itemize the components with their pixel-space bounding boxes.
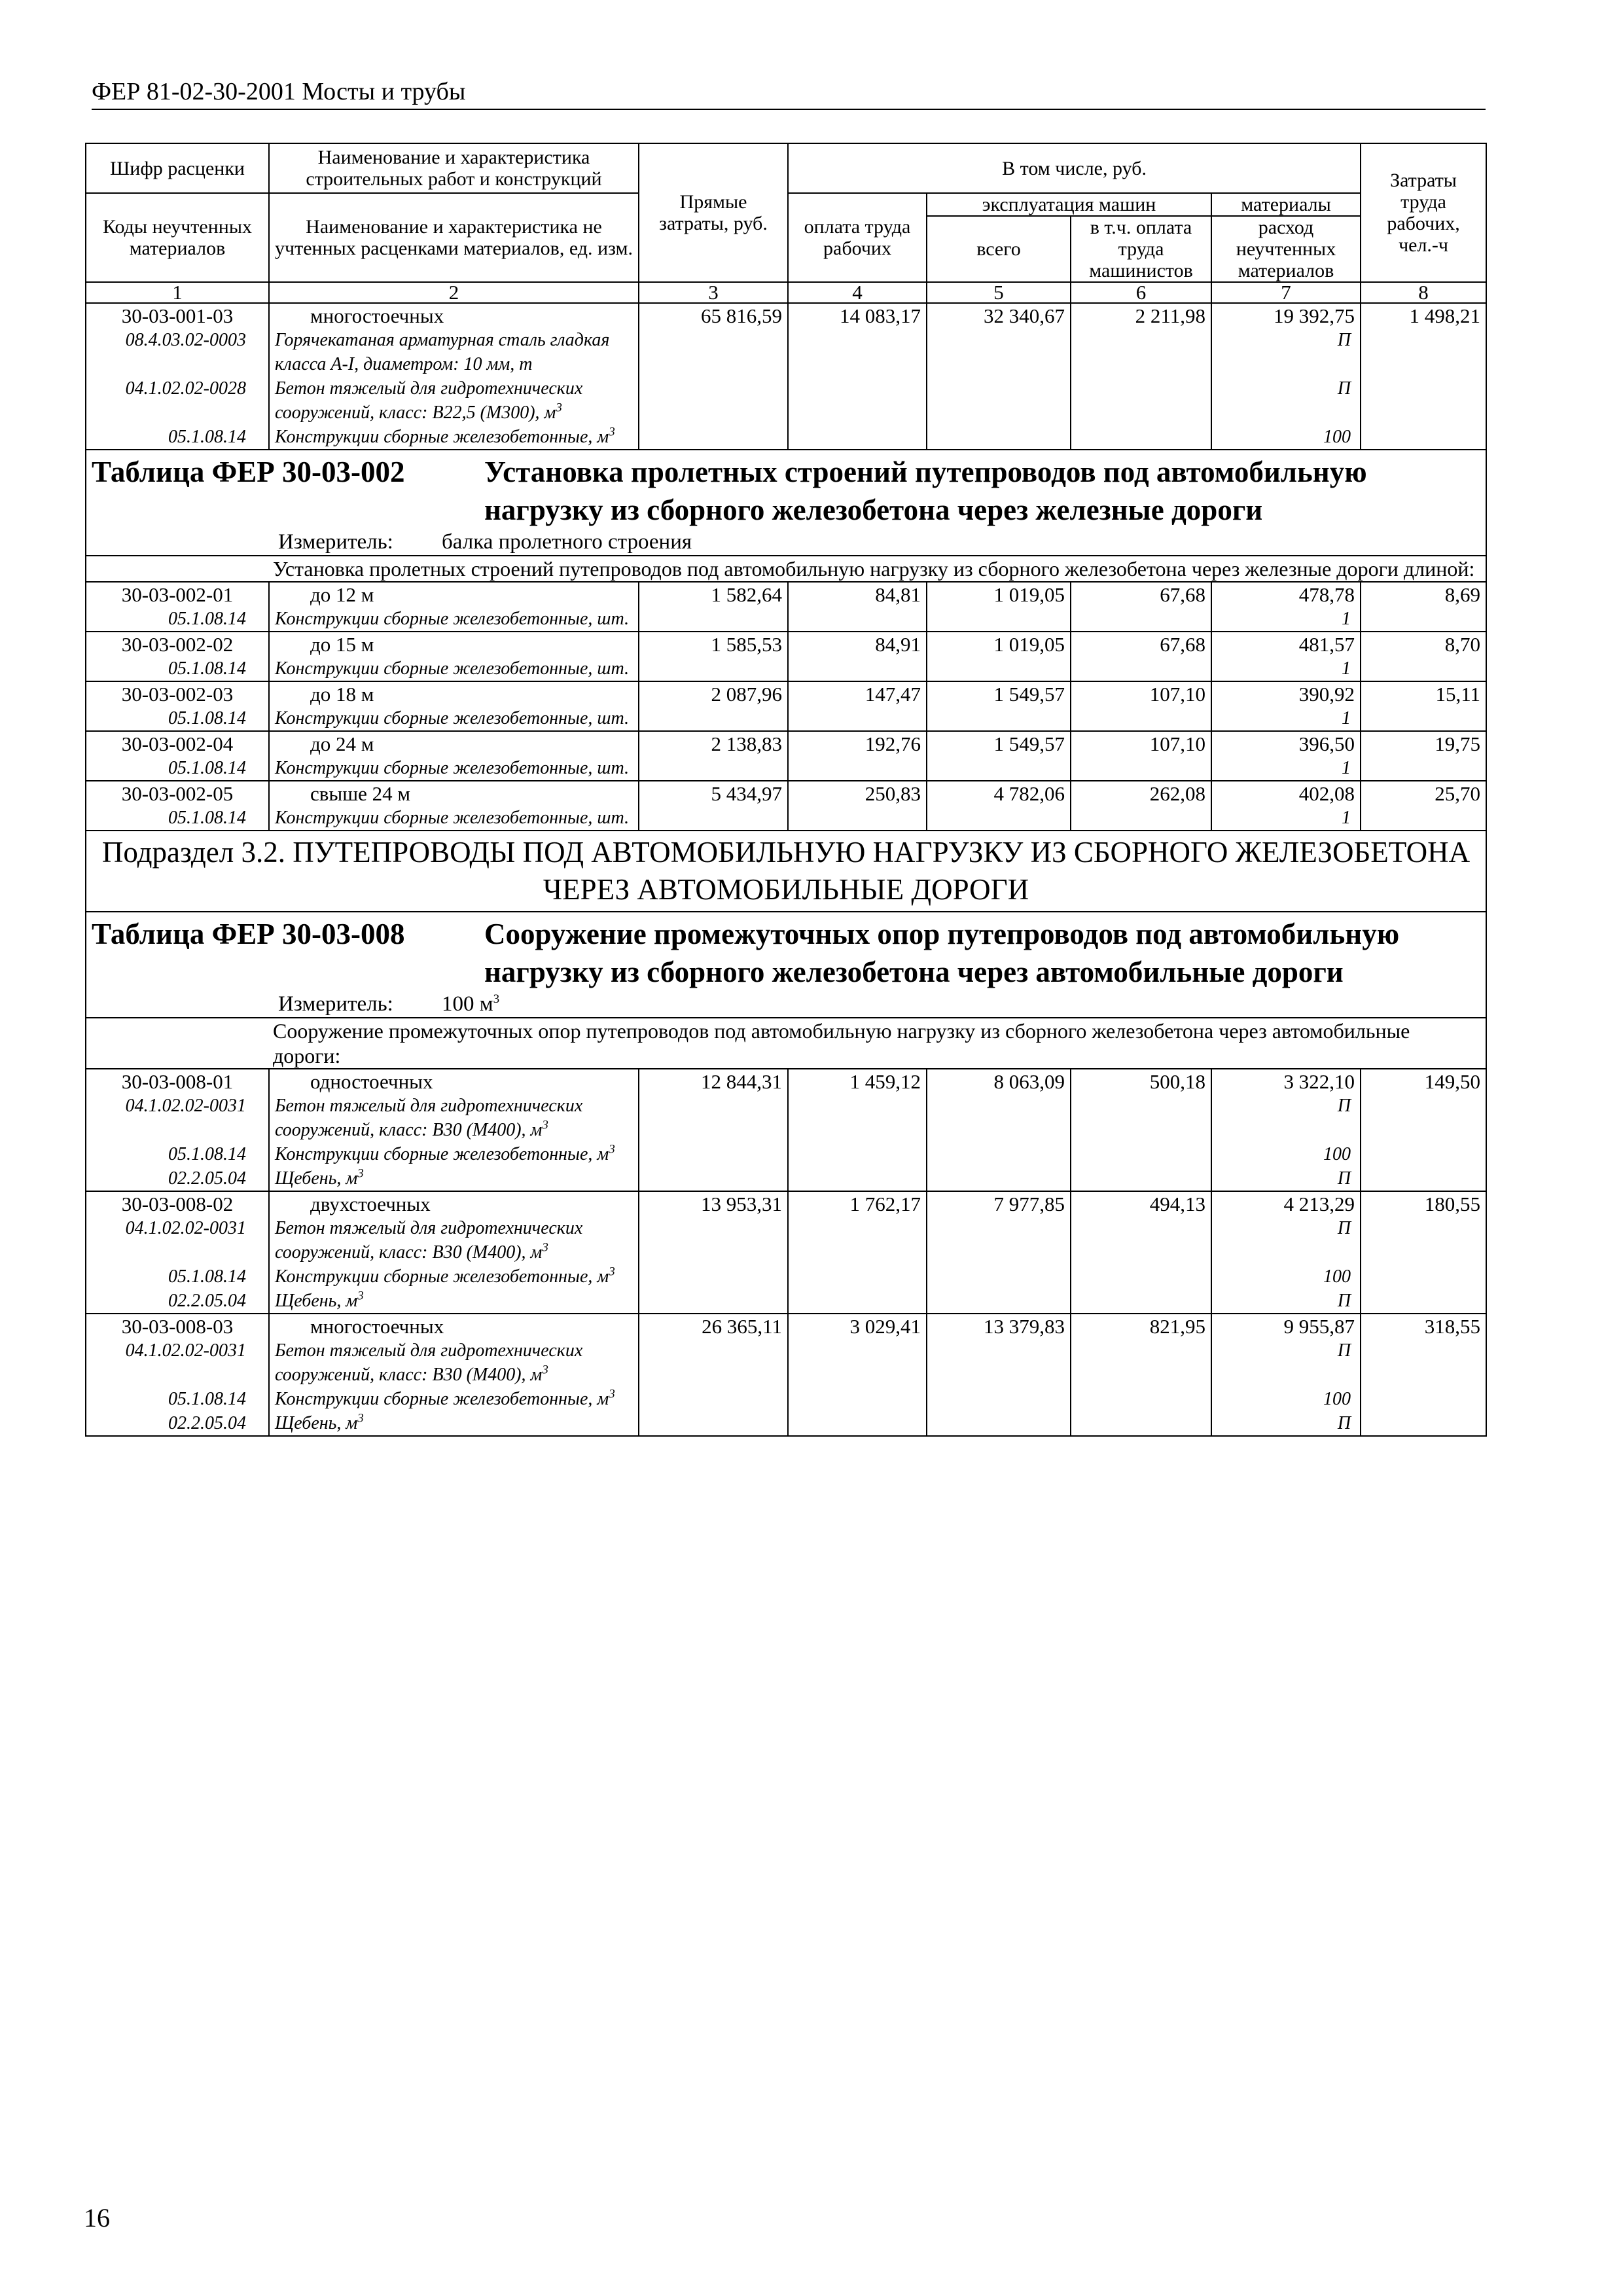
- rate-name: до 24 м: [310, 732, 374, 755]
- header-materials-sub: расход неучтенных материалов: [1211, 216, 1361, 282]
- rate-code: 30-03-002-05: [121, 782, 234, 805]
- material-name: [275, 376, 633, 425]
- table-row: [86, 303, 1486, 450]
- rate-code-cell: [86, 632, 269, 681]
- value-labor: 318,55: [1361, 1314, 1486, 1436]
- value-machines: 32 340,67: [927, 303, 1071, 450]
- col-number: 8: [1361, 282, 1486, 303]
- rate-code: 30-03-008-02: [121, 1193, 234, 1215]
- rate-name: многостоечных: [310, 1315, 444, 1338]
- value-machines: 1 019,05: [927, 632, 1071, 681]
- rate-name-cell: [269, 582, 639, 632]
- material-qty: 100: [1323, 1389, 1351, 1409]
- table-row: [86, 1191, 1486, 1314]
- header-machinists-wages: в т.ч. оплата труда машинистов: [1071, 216, 1211, 282]
- rate-code: 30-03-002-01: [121, 583, 234, 606]
- value-machinists: 494,13: [1071, 1191, 1211, 1314]
- value-machinists: 2 211,98: [1071, 303, 1211, 450]
- material-qty: 100: [1323, 1266, 1351, 1287]
- table-label: Таблица ФЕР 30-03-002: [92, 456, 405, 488]
- rate-name: до 12 м: [310, 583, 374, 606]
- table-title: Сооружение промежуточных опор путепроводов под автомобильную нагрузку из сборного железобетона через автомобильные дороги: [484, 918, 1400, 988]
- col-number: 6: [1071, 282, 1211, 303]
- materials-value: 390,92: [1298, 683, 1355, 706]
- table-row: [86, 681, 1486, 731]
- materials-cell: [1211, 582, 1361, 632]
- rate-code-cell: [86, 582, 269, 632]
- material-code: 05.1.08.14: [168, 427, 246, 447]
- value-machinists: 107,10: [1071, 731, 1211, 781]
- material-name: [275, 806, 633, 830]
- materials-cell: [1211, 731, 1361, 781]
- material-name-text: Конструкции сборные железобетонные, шт.: [275, 808, 630, 828]
- col-number: 4: [788, 282, 927, 303]
- materials-cell: [1211, 781, 1361, 831]
- material-code: 05.1.08.14: [168, 758, 246, 778]
- header-mat-names: Наименование и характеристика не учтенных расценками материалов, ед. изм.: [269, 193, 639, 282]
- superscript: 3: [542, 1363, 548, 1377]
- rate-code: 30-03-001-03: [121, 304, 234, 327]
- material-code: 05.1.08.14: [168, 808, 246, 828]
- material-qty: П: [1337, 378, 1351, 399]
- col-number: 2: [269, 282, 639, 303]
- superscript: 3: [357, 1166, 364, 1181]
- value-wages: 14 083,17: [788, 303, 927, 450]
- material-name-text: Горячекатаная арматурная сталь гладкая класса А-I, диаметром: 10 мм, т: [275, 330, 610, 374]
- value-labor: 149,50: [1361, 1069, 1486, 1191]
- rate-code: 30-03-008-03: [121, 1315, 234, 1338]
- rate-name-cell: [269, 781, 639, 831]
- value-machinists: 67,68: [1071, 582, 1211, 632]
- material-name: [275, 1094, 633, 1142]
- material-qty: П: [1337, 330, 1351, 350]
- material-code: 05.1.08.14: [168, 708, 246, 728]
- material-qty: П: [1337, 1291, 1351, 1311]
- materials-cell: [1211, 303, 1361, 450]
- material-qty: 100: [1323, 427, 1351, 447]
- header-including: В том числе, руб.: [788, 143, 1361, 193]
- materials-value: 402,08: [1298, 782, 1355, 805]
- value-direct: 13 953,31: [639, 1191, 788, 1314]
- header-labor: Затраты труда рабочих, чел.-ч: [1361, 143, 1486, 282]
- rate-name: двухстоечных: [310, 1193, 431, 1215]
- header-code: Шифр расценки: [86, 143, 269, 193]
- value-direct: 1 582,64: [639, 582, 788, 632]
- material-code: 05.1.08.14: [168, 1266, 246, 1287]
- header-machines: эксплуатация машин: [927, 193, 1211, 216]
- table-row: [86, 632, 1486, 681]
- material-code: 04.1.02.02-0031: [125, 1340, 246, 1361]
- running-header: ФЕР 81-02-30-2001 Мосты и трубы: [92, 78, 466, 105]
- value-labor: 15,11: [1361, 681, 1486, 731]
- table-heading: [86, 912, 1486, 1018]
- material-name: [275, 756, 633, 780]
- value-labor: 25,70: [1361, 781, 1486, 831]
- value-wages: 250,83: [788, 781, 927, 831]
- col-number: 7: [1211, 282, 1361, 303]
- table-row: [86, 582, 1486, 632]
- material-code: 08.4.03.02-0003: [125, 330, 246, 350]
- page-number: 16: [84, 2203, 110, 2233]
- value-wages: 1 762,17: [788, 1191, 927, 1314]
- material-code: 05.1.08.14: [168, 658, 246, 679]
- rate-name-cell: [269, 1314, 639, 1436]
- superscript: 3: [357, 1289, 364, 1303]
- material-code: 05.1.08.14: [168, 1144, 246, 1164]
- superscript: 3: [609, 1387, 615, 1401]
- table-description: Сооружение промежуточных опор путепроводов под автомобильную нагрузку из сборного железобетона через автомобильные дороги:: [86, 1018, 1486, 1069]
- header-mat-codes: Коды неучтенных материалов: [86, 193, 269, 282]
- measure-value: 100 м: [442, 992, 493, 1016]
- rate-code-cell: [86, 1069, 269, 1191]
- rate-code: 30-03-002-03: [121, 683, 234, 706]
- header-wages: оплата труда рабочих: [788, 193, 927, 282]
- material-name-text: Конструкции сборные железобетонные, шт.: [275, 758, 630, 778]
- materials-value: 478,78: [1298, 583, 1355, 606]
- value-direct: 26 365,11: [639, 1314, 788, 1436]
- material-qty: П: [1337, 1413, 1351, 1433]
- value-machines: 8 063,09: [927, 1069, 1071, 1191]
- rate-name: многостоечных: [310, 304, 444, 327]
- material-name: [275, 1265, 633, 1289]
- value-labor: 8,70: [1361, 632, 1486, 681]
- material-name-text: Бетон тяжелый для гидротехнических сооружений, класс: В30 (М400), м: [275, 1218, 583, 1263]
- material-qty: П: [1337, 1096, 1351, 1116]
- table-label: Таблица ФЕР 30-03-008: [92, 918, 405, 950]
- value-labor: 19,75: [1361, 731, 1486, 781]
- rate-name-cell: [269, 731, 639, 781]
- value-machines: 1 549,57: [927, 731, 1071, 781]
- value-direct: 2 087,96: [639, 681, 788, 731]
- material-qty: П: [1337, 1340, 1351, 1361]
- material-name-text: Конструкции сборные железобетонные, шт.: [275, 708, 630, 728]
- rate-name: свыше 24 м: [310, 782, 410, 805]
- header-materials: материалы: [1211, 193, 1361, 216]
- rate-code: 30-03-002-04: [121, 732, 234, 755]
- value-machines: 7 977,85: [927, 1191, 1071, 1314]
- materials-cell: [1211, 1069, 1361, 1191]
- materials-value: 396,50: [1298, 732, 1355, 755]
- value-wages: 192,76: [788, 731, 927, 781]
- material-name-text: Конструкции сборные железобетонные, шт.: [275, 658, 630, 679]
- materials-value: 481,57: [1298, 633, 1355, 656]
- material-name: [275, 1387, 633, 1411]
- superscript: 3: [493, 992, 500, 1006]
- measure-label: Измеритель:: [278, 530, 393, 554]
- material-qty: 1: [1342, 609, 1351, 629]
- value-machinists: 262,08: [1071, 781, 1211, 831]
- materials-cell: [1211, 1314, 1361, 1436]
- material-name-text: Щебень, м: [275, 1413, 358, 1433]
- value-wages: 3 029,41: [788, 1314, 927, 1436]
- rates-table: [85, 143, 1487, 1437]
- material-qty: 100: [1323, 1144, 1351, 1164]
- value-labor: 180,55: [1361, 1191, 1486, 1314]
- value-machinists: 67,68: [1071, 632, 1211, 681]
- col-number: 1: [86, 282, 269, 303]
- superscript: 3: [609, 1265, 615, 1279]
- table-row: [86, 1069, 1486, 1191]
- table-heading-row: [92, 915, 1480, 991]
- material-name-text: Конструкции сборные железобетонные, м: [275, 427, 609, 447]
- value-wages: 84,81: [788, 582, 927, 632]
- material-qty: 1: [1342, 758, 1351, 778]
- material-qty: П: [1337, 1168, 1351, 1189]
- superscript: 3: [609, 1142, 615, 1157]
- superscript: 3: [542, 1118, 548, 1132]
- rate-name: до 15 м: [310, 633, 374, 656]
- value-machinists: 821,95: [1071, 1314, 1211, 1436]
- material-name-text: Конструкции сборные железобетонные, м: [275, 1389, 609, 1409]
- value-direct: 2 138,83: [639, 731, 788, 781]
- value-labor: 8,69: [1361, 582, 1486, 632]
- table-description: Установка пролетных строений путепроводов под автомобильную нагрузку из сборного железобетона через железные дороги длиной:: [86, 556, 1486, 582]
- table-body: [86, 303, 1486, 1436]
- material-name: [275, 1338, 633, 1387]
- header-machines-total: всего: [927, 216, 1071, 282]
- material-name-text: Конструкции сборные железобетонные, м: [275, 1144, 609, 1164]
- table-heading: [86, 450, 1486, 556]
- material-qty: 1: [1342, 808, 1351, 828]
- material-qty: 1: [1342, 658, 1351, 679]
- value-labor: 1 498,21: [1361, 303, 1486, 450]
- rate-code-cell: [86, 781, 269, 831]
- value-machines: 4 782,06: [927, 781, 1071, 831]
- superscript: 3: [556, 401, 562, 415]
- table-row: [86, 1314, 1486, 1436]
- rate-code: 30-03-008-01: [121, 1070, 234, 1093]
- value-machines: 1 019,05: [927, 582, 1071, 632]
- superscript: 3: [542, 1240, 548, 1255]
- col-number: 3: [639, 282, 788, 303]
- value-machinists: 500,18: [1071, 1069, 1211, 1191]
- rate-code-cell: [86, 1314, 269, 1436]
- rate-name: одностоечных: [310, 1070, 433, 1093]
- value-wages: 147,47: [788, 681, 927, 731]
- measure-line: [92, 991, 1480, 1017]
- rate-code-cell: [86, 1191, 269, 1314]
- material-name-text: Бетон тяжелый для гидротехнических сооружений, класс: В30 (М400), м: [275, 1340, 583, 1385]
- value-direct: 5 434,97: [639, 781, 788, 831]
- material-name-text: Щебень, м: [275, 1291, 358, 1311]
- material-code: 04.1.02.02-0031: [125, 1218, 246, 1238]
- superscript: 3: [609, 425, 615, 439]
- material-name-text: Щебень, м: [275, 1168, 358, 1189]
- rate-code-cell: [86, 681, 269, 731]
- measure-line: [92, 529, 1480, 555]
- material-name-text: Бетон тяжелый для гидротехнических сооружений, класс: В22,5 (М300), м: [275, 378, 583, 423]
- value-direct: 1 585,53: [639, 632, 788, 681]
- material-code: 05.1.08.14: [168, 1389, 246, 1409]
- material-code: 02.2.05.04: [168, 1168, 246, 1189]
- material-code: 02.2.05.04: [168, 1413, 246, 1433]
- material-name: [275, 1216, 633, 1265]
- rate-code-cell: [86, 303, 269, 450]
- rate-code-cell: [86, 731, 269, 781]
- material-name: [275, 706, 633, 730]
- value-machinists: 107,10: [1071, 681, 1211, 731]
- materials-cell: [1211, 681, 1361, 731]
- materials-value: 9 955,87: [1283, 1315, 1355, 1338]
- material-name-text: Конструкции сборные железобетонные, шт.: [275, 609, 630, 629]
- table-heading-row: [92, 453, 1480, 529]
- value-direct: 12 844,31: [639, 1069, 788, 1191]
- material-code: 02.2.05.04: [168, 1291, 246, 1311]
- header-rule: [92, 109, 1486, 110]
- material-name: [275, 1411, 633, 1435]
- rate-code: 30-03-002-02: [121, 633, 234, 656]
- materials-value: 4 213,29: [1283, 1193, 1355, 1215]
- table-row: [86, 781, 1486, 831]
- rate-name-cell: [269, 681, 639, 731]
- value-direct: 65 816,59: [639, 303, 788, 450]
- rate-name-cell: [269, 1191, 639, 1314]
- material-name: [275, 1166, 633, 1191]
- materials-cell: [1211, 632, 1361, 681]
- table-title: Установка пролетных строений путепроводов под автомобильную нагрузку из сборного железобетона через железные дороги: [484, 456, 1367, 526]
- superscript: 3: [357, 1411, 364, 1426]
- table-row: [86, 731, 1486, 781]
- col-number: 5: [927, 282, 1071, 303]
- rate-name-cell: [269, 1069, 639, 1191]
- material-name: [275, 607, 633, 631]
- material-qty: 1: [1342, 708, 1351, 728]
- material-code: 05.1.08.14: [168, 609, 246, 629]
- value-machines: 1 549,57: [927, 681, 1071, 731]
- material-qty: П: [1337, 1218, 1351, 1238]
- rate-name: до 18 м: [310, 683, 374, 706]
- materials-value: 3 322,10: [1283, 1070, 1355, 1093]
- material-name-text: Конструкции сборные железобетонные, м: [275, 1266, 609, 1287]
- material-name: [275, 1289, 633, 1313]
- material-name: [275, 1142, 633, 1166]
- material-code: 04.1.02.02-0031: [125, 1096, 246, 1116]
- materials-value: 19 392,75: [1274, 304, 1355, 327]
- measure-label: Измеритель:: [278, 992, 393, 1016]
- measure-value: балка пролетного строения: [442, 530, 692, 554]
- materials-cell: [1211, 1191, 1361, 1314]
- material-code: 04.1.02.02-0028: [125, 378, 246, 399]
- value-machines: 13 379,83: [927, 1314, 1071, 1436]
- material-name: [275, 425, 633, 449]
- header-direct: Прямые затраты, руб.: [639, 143, 788, 282]
- subsection-heading: Подраздел 3.2. ПУТЕПРОВОДЫ ПОД АВТОМОБИЛЬНУЮ НАГРУЗКУ ИЗ СБОРНОГО ЖЕЛЕЗОБЕТОНА ЧЕРЕЗ АВТОМОБИЛЬНЫЕ ДОРОГИ: [86, 831, 1486, 912]
- material-name: [275, 328, 633, 376]
- header-name: Наименование и характеристика строительных работ и конструкций: [269, 143, 639, 193]
- rate-name-cell: [269, 303, 639, 450]
- rate-name-cell: [269, 632, 639, 681]
- material-name-text: Бетон тяжелый для гидротехнических сооружений, класс: В30 (М400), м: [275, 1096, 583, 1140]
- value-wages: 84,91: [788, 632, 927, 681]
- material-name: [275, 656, 633, 681]
- value-wages: 1 459,12: [788, 1069, 927, 1191]
